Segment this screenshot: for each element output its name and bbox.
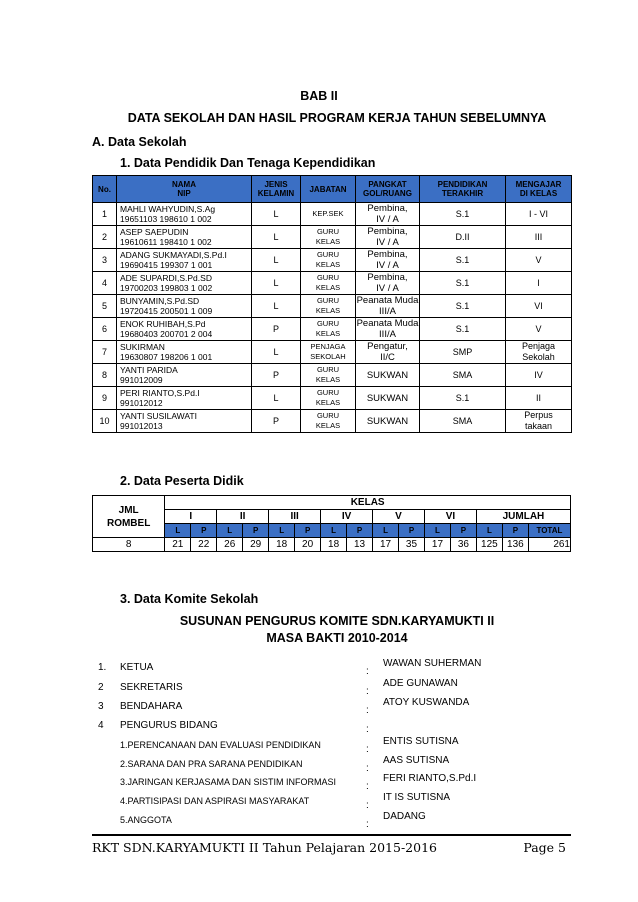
staff-education: SMA xyxy=(420,410,506,433)
staff-no: 9 xyxy=(93,387,117,410)
staff-nip: 19630807 198206 1 001 xyxy=(120,352,213,362)
grade-header: I xyxy=(165,510,217,524)
kelas-header: KELAS xyxy=(165,496,571,510)
staff-education: S.1 xyxy=(420,203,506,226)
komite-title: SUSUNAN PENGURUS KOMITE SDN.KARYAMUKTI II xyxy=(179,614,495,628)
student-count: 35 xyxy=(399,538,425,552)
header-mengajar-line2: DI KELAS xyxy=(519,189,558,198)
subsection-3-heading: 3. Data Komite Sekolah xyxy=(120,592,259,606)
staff-education: SMP xyxy=(420,341,506,364)
header-jabatan: JABATAN xyxy=(301,176,356,203)
staff-jabatan xyxy=(301,272,356,295)
student-count: 18 xyxy=(321,538,347,552)
komite-colon: : xyxy=(366,705,369,716)
gender-header: P xyxy=(191,524,217,538)
staff-name-nip xyxy=(117,203,252,226)
staff-pangkat-line1: SUKWAN xyxy=(366,369,409,381)
header-pangkat-line1: PANGKAT xyxy=(368,180,407,189)
staff-jabatan xyxy=(301,387,356,410)
header-nama: NAMA xyxy=(172,180,196,189)
komite-role: SEKRETARIS xyxy=(120,682,183,693)
header-pendidikan-line2: TERAKHIR xyxy=(441,189,484,198)
staff-no: 4 xyxy=(93,272,117,295)
staff-pangkat xyxy=(356,226,420,249)
staff-no: 3 xyxy=(93,249,117,272)
student-count: 26 xyxy=(217,538,243,552)
staff-class-line1: I - VI xyxy=(528,208,548,219)
staff-nip: 991012013 xyxy=(120,421,163,431)
staff-pangkat-line2: IV / A xyxy=(376,237,399,248)
staff-no: 7 xyxy=(93,341,117,364)
staff-education: SMA xyxy=(420,364,506,387)
staff-pangkat-line2: III/A xyxy=(379,329,396,340)
komite-number: 2 xyxy=(98,682,104,693)
gender-header: L xyxy=(476,524,502,538)
staff-name-nip xyxy=(117,341,252,364)
gender-header: L xyxy=(424,524,450,538)
staff-name-nip xyxy=(117,387,252,410)
gender-header: L xyxy=(165,524,191,538)
komite-member: IT IS SUTISNA xyxy=(383,792,451,803)
student-count: 17 xyxy=(424,538,450,552)
staff-nip: 19610611 198410 1 002 xyxy=(120,237,212,247)
staff-pangkat xyxy=(356,410,420,433)
komite-number: 1. xyxy=(98,662,107,673)
staff-row xyxy=(93,295,572,318)
staff-no: 6 xyxy=(93,318,117,341)
staff-gender: L xyxy=(252,249,301,272)
staff-gender: L xyxy=(252,203,301,226)
staff-jabatan xyxy=(301,226,356,249)
staff-class-line1: I xyxy=(537,277,540,288)
staff-pangkat-line1: Peanata Muda xyxy=(356,295,419,306)
staff-row xyxy=(93,226,572,249)
staff-jabatan-line2: KELAS xyxy=(315,237,341,246)
grade-header: II xyxy=(217,510,269,524)
staff-education: S.1 xyxy=(420,387,506,410)
footer-rule xyxy=(92,834,571,836)
komite-member: ATOY KUSWANDA xyxy=(383,697,470,708)
staff-pangkat xyxy=(356,249,420,272)
komite-member: ADE GUNAWAN xyxy=(383,678,458,689)
staff-jabatan-line1: PENJAGA xyxy=(310,342,346,351)
total-header: TOTAL xyxy=(528,524,570,538)
staff-name-nip xyxy=(117,295,252,318)
komite-colon: : xyxy=(366,763,369,774)
staff-nip: 19690415 199307 1 001 xyxy=(120,260,213,270)
grade-header: IV xyxy=(321,510,373,524)
staff-gender: P xyxy=(252,410,301,433)
komite-role: 5.ANGGOTA xyxy=(120,815,172,825)
student-count: 21 xyxy=(165,538,191,552)
komite-colon: : xyxy=(366,800,369,811)
staff-pangkat-line1: Pengatur, xyxy=(367,341,408,352)
staff-no: 5 xyxy=(93,295,117,318)
staff-jabatan-line1: GURU xyxy=(316,365,340,374)
header-jenis-kelamin xyxy=(252,176,301,203)
staff-row xyxy=(93,341,572,364)
staff-row xyxy=(93,387,572,410)
staff-pangkat-line1: SUKWAN xyxy=(366,392,409,404)
staff-pangkat-line2: IV / A xyxy=(376,283,399,294)
staff-jabatan-line1: GURU xyxy=(316,296,340,305)
komite-role: 3.JARINGAN KERJASAMA DAN SISTIM INFORMASI xyxy=(120,777,337,787)
staff-class-line1: Penjaga xyxy=(521,341,556,351)
staff-jabatan-line2: KELAS xyxy=(315,398,341,407)
komite-role: 1.PERENCANAAN DAN EVALUASI PENDIDIKAN xyxy=(120,740,321,750)
staff-class-line1: Perpus xyxy=(524,410,553,420)
staff-pangkat-line2: III/A xyxy=(379,306,396,317)
grade-header: III xyxy=(269,510,321,524)
staff-no: 1 xyxy=(93,203,117,226)
student-count: 29 xyxy=(243,538,269,552)
komite-role: PENGURUS BIDANG xyxy=(120,720,218,731)
komite-role: BENDAHARA xyxy=(120,701,183,712)
student-count: 17 xyxy=(373,538,399,552)
staff-name: ADANG SUKMAYADI,S.Pd.I xyxy=(120,250,227,260)
staff-name-nip xyxy=(117,249,252,272)
rombel-count: 8 xyxy=(93,538,165,552)
staff-pangkat xyxy=(356,203,420,226)
staff-jabatan xyxy=(301,249,356,272)
header-mengajar xyxy=(506,176,572,203)
staff-name-nip xyxy=(117,364,252,387)
staff-no: 2 xyxy=(93,226,117,249)
staff-name-nip xyxy=(117,318,252,341)
student-table xyxy=(92,495,571,552)
staff-jabatan-line2: KELAS xyxy=(315,260,341,269)
staff-nip: 19700203 199803 1 002 xyxy=(120,283,213,293)
staff-jabatan-line1: GURU xyxy=(316,411,340,420)
gender-header: P xyxy=(450,524,476,538)
staff-class-line1: II xyxy=(535,392,541,403)
staff-pangkat-line2: II/C xyxy=(380,352,395,363)
header-mengajar-line1: MENGAJAR xyxy=(515,180,562,189)
student-count: 13 xyxy=(347,538,373,552)
staff-name-nip xyxy=(117,410,252,433)
staff-jabatan xyxy=(301,295,356,318)
staff-row xyxy=(93,272,572,295)
staff-jabatan-line2: KELAS xyxy=(315,421,341,430)
staff-gender: P xyxy=(252,318,301,341)
student-count: 125 xyxy=(476,538,502,552)
staff-gender: L xyxy=(252,272,301,295)
grade-header: V xyxy=(373,510,425,524)
gender-header: L xyxy=(269,524,295,538)
staff-nip: 991012012 xyxy=(120,398,163,408)
staff-no: 8 xyxy=(93,364,117,387)
staff-pangkat xyxy=(356,387,420,410)
staff-gender: P xyxy=(252,364,301,387)
staff-name: PERI RIANTO,S.Pd.I xyxy=(120,388,200,398)
staff-jabatan-line2: KELAS xyxy=(315,329,341,338)
staff-row xyxy=(93,364,572,387)
staff-class-line1: III xyxy=(534,231,543,242)
gender-header: P xyxy=(295,524,321,538)
komite-colon: : xyxy=(366,819,369,830)
staff-jabatan-line1: GURU xyxy=(316,227,340,236)
staff-pangkat-line2: IV / A xyxy=(376,260,399,271)
komite-number: 4 xyxy=(98,720,104,731)
staff-table xyxy=(92,175,572,433)
header-no: No. xyxy=(93,176,117,203)
student-count: 18 xyxy=(269,538,295,552)
staff-class xyxy=(506,318,572,341)
komite-member: DADANG xyxy=(383,811,426,822)
komite-number: 3 xyxy=(98,701,104,712)
staff-nip: 19680403 200701 2 004 xyxy=(120,329,213,339)
jml-label: JML xyxy=(118,504,139,516)
gender-header: P xyxy=(399,524,425,538)
staff-name: ADE SUPARDI,S.Pd.SD xyxy=(120,273,212,283)
staff-pangkat-line2: IV / A xyxy=(376,214,399,225)
staff-row xyxy=(93,203,572,226)
komite-role: 2.SARANA DAN PRA SARANA PENDIDIKAN xyxy=(120,759,303,769)
header-nama-nip xyxy=(117,176,252,203)
staff-class-line1: V xyxy=(535,323,542,334)
komite-colon: : xyxy=(366,781,369,792)
komite-member: FERI RIANTO,S.Pd.I xyxy=(383,773,477,784)
komite-role: KETUA xyxy=(120,662,154,673)
staff-pangkat xyxy=(356,272,420,295)
staff-education: D.II xyxy=(420,226,506,249)
gender-header: P xyxy=(502,524,528,538)
komite-member: AAS SUTISNA xyxy=(383,755,450,766)
footer-document-name: RKT SDN.KARYAMUKTI II Tahun Pelajaran 2015-2016 xyxy=(92,840,437,855)
komite-colon: : xyxy=(366,686,369,697)
header-pendidikan xyxy=(420,176,506,203)
staff-name: YANTI PARIDA xyxy=(120,365,178,375)
staff-education: S.1 xyxy=(420,318,506,341)
staff-class xyxy=(506,387,572,410)
header-nip: NIP xyxy=(177,189,191,198)
staff-pangkat-line1: Pembina, xyxy=(367,203,408,214)
gender-header: L xyxy=(217,524,243,538)
header-pangkat-line2: GOL/RUANG xyxy=(363,189,412,198)
staff-name: MAHLI WAHYUDIN,S.Ag xyxy=(120,204,216,214)
staff-class xyxy=(506,341,572,364)
staff-pangkat xyxy=(356,318,420,341)
gender-header: L xyxy=(373,524,399,538)
staff-nip: 19720415 200501 1 009 xyxy=(120,306,213,316)
staff-jabatan xyxy=(301,364,356,387)
staff-pangkat-line1: Pembina, xyxy=(367,272,408,283)
subsection-2-heading: 2. Data Peserta Didik xyxy=(120,474,244,488)
staff-name: ENOK RUHIBAH,S.Pd xyxy=(120,319,206,329)
staff-nip: 19651103 198610 1 002 xyxy=(120,214,212,224)
staff-gender: L xyxy=(252,341,301,364)
komite-colon: : xyxy=(366,666,369,677)
staff-pangkat-line1: Pembina, xyxy=(367,226,408,237)
staff-no: 10 xyxy=(93,410,117,433)
student-count: 20 xyxy=(295,538,321,552)
staff-education: S.1 xyxy=(420,249,506,272)
staff-education: S.1 xyxy=(420,272,506,295)
staff-row xyxy=(93,249,572,272)
staff-gender: L xyxy=(252,226,301,249)
staff-nip: 991012009 xyxy=(120,375,163,385)
chapter-heading: BAB II xyxy=(300,89,338,103)
gender-header: P xyxy=(347,524,373,538)
student-count: 36 xyxy=(450,538,476,552)
staff-name-nip xyxy=(117,226,252,249)
staff-pangkat xyxy=(356,364,420,387)
komite-role: 4.PARTISIPASI DAN ASPIRASI MASYARAKAT xyxy=(120,796,310,806)
section-a-heading: A. Data Sekolah xyxy=(92,135,187,149)
staff-jabatan xyxy=(301,410,356,433)
staff-jabatan-line1: GURU xyxy=(316,273,340,282)
staff-class-line1: IV xyxy=(534,369,543,380)
staff-jabatan-line2: KELAS xyxy=(315,283,341,292)
gender-header: P xyxy=(243,524,269,538)
staff-row xyxy=(93,318,572,341)
jml-rombel-header xyxy=(93,496,165,538)
jumlah-header: JUMLAH xyxy=(476,510,570,524)
staff-jabatan xyxy=(301,203,356,226)
staff-class xyxy=(506,272,572,295)
staff-class xyxy=(506,203,572,226)
staff-table-header xyxy=(93,176,572,203)
student-count: 22 xyxy=(191,538,217,552)
staff-gender: L xyxy=(252,387,301,410)
student-count: 136 xyxy=(502,538,528,552)
staff-name-nip xyxy=(117,272,252,295)
header-pendidikan-line1: PENDIDIKAN xyxy=(437,180,488,189)
staff-jabatan-line1: KEP.SEK xyxy=(312,209,344,218)
staff-pangkat xyxy=(356,341,420,364)
staff-jabatan xyxy=(301,341,356,364)
komite-colon: : xyxy=(366,724,369,735)
staff-pangkat-line1: Peanata Muda xyxy=(356,318,419,329)
header-jenis: JENIS xyxy=(264,180,288,189)
staff-name: YANTI SUSILAWATI xyxy=(120,411,197,421)
staff-jabatan-line1: GURU xyxy=(316,388,340,397)
gender-header: L xyxy=(321,524,347,538)
staff-class xyxy=(506,295,572,318)
staff-pangkat xyxy=(356,295,420,318)
staff-jabatan-line1: GURU xyxy=(316,250,340,259)
rombel-label: ROMBEL xyxy=(106,517,151,529)
header-pangkat xyxy=(356,176,420,203)
staff-class-line2: takaan xyxy=(524,421,553,431)
staff-pangkat-line1: SUKWAN xyxy=(366,415,409,427)
staff-name: SUKIRMAN xyxy=(120,342,165,352)
komite-member: WAWAN SUHERMAN xyxy=(383,658,482,669)
komite-member: ENTIS SUTISNA xyxy=(383,736,459,747)
staff-jabatan xyxy=(301,318,356,341)
staff-gender: L xyxy=(252,295,301,318)
subsection-1-heading: 1. Data Pendidik Dan Tenaga Kependidikan xyxy=(120,156,376,170)
header-kelamin: KELAMIN xyxy=(257,189,295,198)
staff-class-line1: V xyxy=(535,254,542,265)
staff-row xyxy=(93,410,572,433)
staff-class-line1: VI xyxy=(534,300,543,311)
staff-name: BUNYAMIN,S.Pd.SD xyxy=(120,296,200,306)
footer-page-number: Page 5 xyxy=(523,840,566,855)
staff-class-line2: Sekolah xyxy=(522,352,555,362)
staff-pangkat-line1: Pembina, xyxy=(367,249,408,260)
staff-education: S.1 xyxy=(420,295,506,318)
staff-jabatan-line2: SEKOLAH xyxy=(310,352,346,361)
chapter-title: DATA SEKOLAH DAN HASIL PROGRAM KERJA TAHUN SEBELUMNYA xyxy=(127,111,547,125)
grade-header: VI xyxy=(424,510,476,524)
staff-class xyxy=(506,410,572,433)
komite-colon: : xyxy=(366,744,369,755)
student-count: 261 xyxy=(528,538,570,552)
komite-period: MASA BAKTI 2010-2014 xyxy=(266,631,408,645)
staff-name: ASEP SAEPUDIN xyxy=(120,227,189,237)
staff-jabatan-line1: GURU xyxy=(316,319,340,328)
staff-jabatan-line2: KELAS xyxy=(315,306,341,315)
staff-class xyxy=(506,226,572,249)
staff-jabatan-line2: KELAS xyxy=(315,375,341,384)
staff-class xyxy=(506,364,572,387)
staff-class xyxy=(506,249,572,272)
